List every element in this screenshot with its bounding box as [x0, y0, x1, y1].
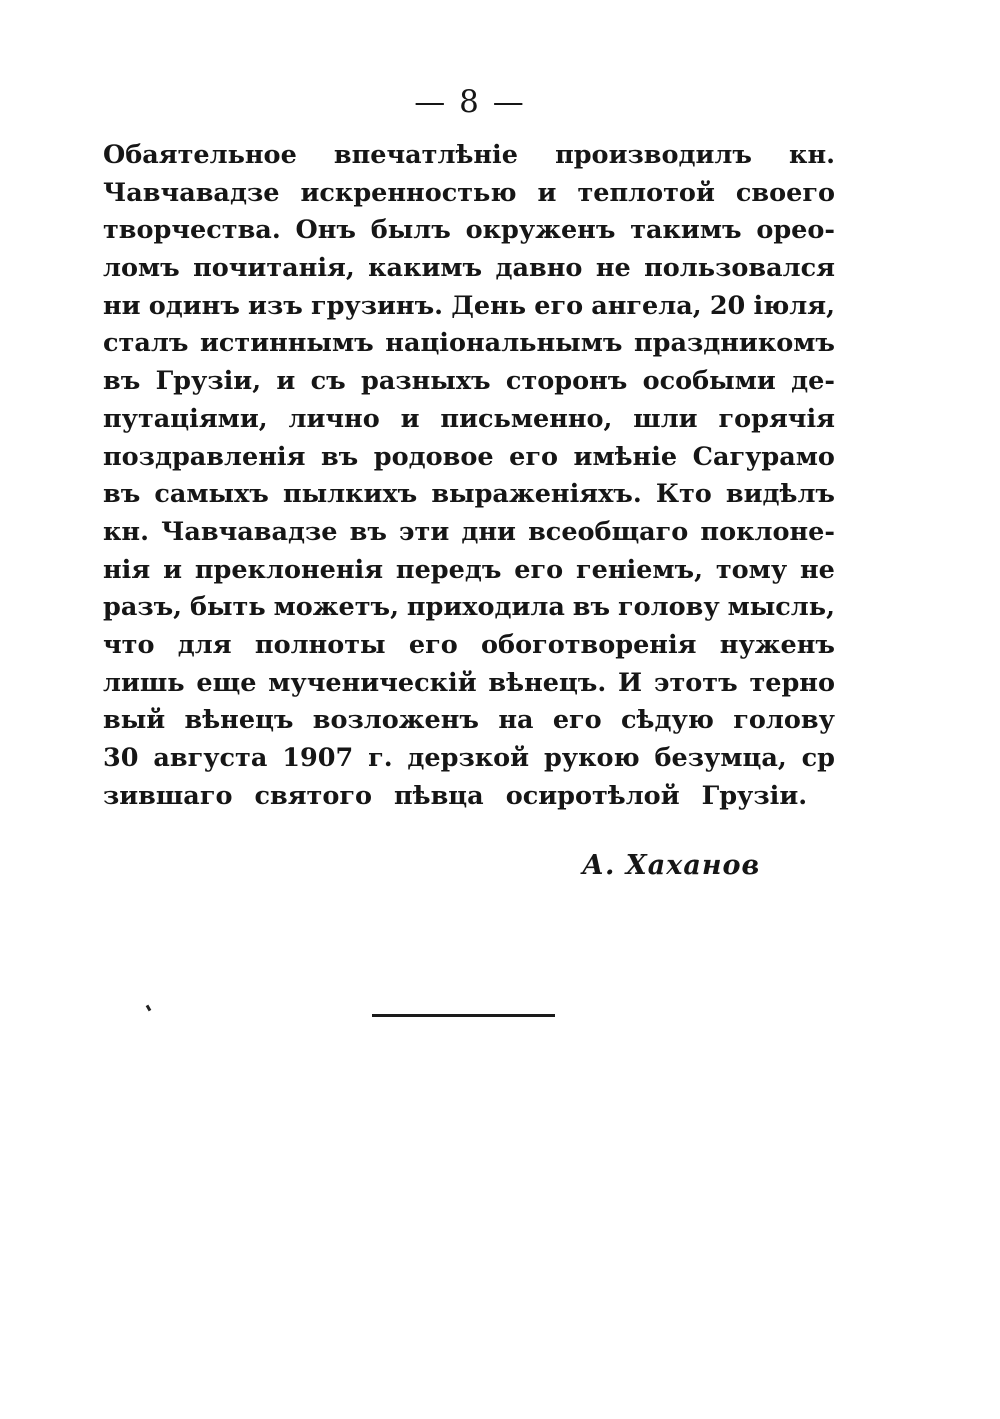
word: сѣдую [621, 705, 714, 736]
word: всеобщаго [528, 516, 689, 547]
word: еще [196, 667, 257, 698]
word: въ [320, 441, 359, 472]
word: нуженъ [719, 629, 835, 660]
word: путаціями, [103, 403, 268, 434]
word: давно [495, 253, 583, 284]
word: сталъ [103, 328, 189, 359]
text-line [103, 288, 835, 326]
word: видѣлъ [725, 479, 835, 510]
word: Сагурамо [692, 441, 835, 472]
word: разныхъ [361, 366, 491, 397]
word: его [552, 705, 602, 736]
word: осиротѣлой [505, 780, 680, 811]
word: впечатлѣніе [333, 140, 518, 170]
word: де- [791, 366, 835, 397]
word: одинъ [148, 290, 240, 321]
word: ср [801, 743, 835, 773]
word: своего [735, 177, 835, 208]
word: г. [368, 743, 393, 773]
word: орео- [756, 215, 835, 246]
word: почитанія, [193, 253, 355, 284]
word: лишь [103, 667, 185, 698]
word: 30 [103, 743, 139, 773]
word: И [618, 667, 643, 698]
word: можетъ, [273, 592, 399, 623]
text-line [103, 778, 835, 816]
word: передъ [395, 554, 502, 585]
word: его [514, 554, 564, 585]
word: августа [153, 743, 268, 773]
text-line [103, 439, 835, 477]
word: іюля, [753, 290, 835, 321]
text-line [103, 665, 835, 703]
word: 20 [709, 290, 746, 321]
word: кн. [103, 516, 149, 547]
word: и [276, 366, 296, 397]
word: для [177, 629, 232, 660]
word: геніемъ, [575, 554, 703, 585]
text-line [103, 627, 835, 665]
word: пользовался [644, 253, 835, 284]
ink-speck [146, 1005, 152, 1012]
word: изъ [248, 290, 303, 321]
word: и [537, 177, 557, 208]
word: святого [254, 780, 372, 811]
word: искренностью [300, 177, 517, 208]
word: вѣнецъ [184, 705, 294, 736]
word: дерзкой [407, 743, 530, 773]
word: поздравленія [103, 441, 306, 472]
word: какимъ [368, 253, 483, 284]
word: имѣніе [573, 441, 678, 472]
word: національнымъ [385, 328, 623, 359]
word: ангела, [591, 290, 702, 321]
word: обоготворенія [481, 629, 697, 660]
word: Кто [655, 479, 712, 510]
word: мученическій [268, 667, 477, 698]
text-line [103, 702, 835, 740]
word: этотъ [653, 667, 738, 698]
word: производилъ [555, 140, 752, 170]
word: нія [103, 554, 151, 585]
body-paragraph [103, 137, 835, 815]
word: возложенъ [312, 705, 479, 736]
word: не [800, 554, 835, 585]
word: дни [461, 516, 516, 547]
word: преклоненія [194, 554, 384, 585]
text-line [103, 589, 835, 627]
word: особыми [642, 366, 776, 397]
word: сторонъ [505, 366, 628, 397]
word: съ [310, 366, 346, 397]
word: теплотой [577, 177, 715, 208]
word: поклоне- [700, 516, 835, 547]
word: шли [633, 403, 698, 434]
text-line [103, 401, 835, 439]
text-line [103, 363, 835, 401]
word: эти [399, 516, 450, 547]
text-line [103, 250, 835, 288]
word: кн. [789, 140, 835, 170]
word: и [400, 403, 420, 434]
word: творчества. [103, 215, 281, 246]
page-number: — 8 — [414, 84, 526, 120]
word: безумца, [654, 743, 787, 773]
word: на [498, 705, 534, 736]
word: зившаго [103, 780, 233, 811]
word: и [163, 554, 182, 585]
word: пылкихъ [282, 479, 418, 510]
word: Грузіи. [701, 780, 808, 811]
text-line [103, 514, 835, 552]
text-line [103, 175, 835, 213]
author-signature: А. Хаханов [582, 850, 761, 881]
word: приходила [406, 592, 565, 623]
word: его [534, 290, 584, 321]
word: вѣнецъ. [488, 667, 607, 698]
word: быть [189, 592, 266, 623]
word: Обаятельное [103, 140, 297, 170]
word: полноты [254, 629, 386, 660]
text-line [103, 137, 835, 175]
closing-rule [372, 1014, 555, 1017]
word: голову [733, 705, 835, 736]
word: такимъ [630, 215, 742, 246]
text-line [103, 476, 835, 514]
word: Чавчавадзе [103, 177, 280, 208]
word: въ [572, 592, 611, 623]
word: горячія [718, 403, 835, 434]
word: его [408, 629, 458, 660]
word: что [103, 629, 155, 660]
text-line [103, 325, 835, 363]
word: голову [617, 592, 720, 623]
word: пѣвца [394, 780, 484, 811]
word: истиннымъ [199, 328, 374, 359]
word: его [509, 441, 558, 472]
word: грузинъ. [310, 290, 444, 321]
word: День [451, 290, 527, 321]
word: 1907 [282, 743, 354, 773]
text-line [103, 552, 835, 590]
word: вый [103, 705, 166, 736]
word: родовое [373, 441, 494, 472]
text-line [103, 212, 835, 250]
word: Грузіи, [155, 366, 262, 397]
word: ни [103, 290, 141, 321]
word: разъ, [103, 592, 183, 623]
word: въ [349, 516, 387, 547]
text-line [103, 740, 835, 778]
word: терно [749, 667, 835, 698]
word: письменно, [440, 403, 613, 434]
word: лично [288, 403, 380, 434]
word: тому [715, 554, 788, 585]
word: праздникомъ [633, 328, 835, 359]
word: былъ [370, 215, 451, 246]
word: ломъ [103, 253, 180, 284]
word: въ [103, 479, 141, 510]
word: окруженъ [465, 215, 616, 246]
word: Онъ [295, 215, 356, 246]
word: Чавчавадзе [161, 516, 338, 547]
word: самыхъ [154, 479, 269, 510]
word: выраженіяхъ. [431, 479, 642, 510]
word: мысль, [727, 592, 835, 623]
word: въ [103, 366, 141, 397]
word: рукою [543, 743, 640, 773]
word: не [595, 253, 631, 284]
